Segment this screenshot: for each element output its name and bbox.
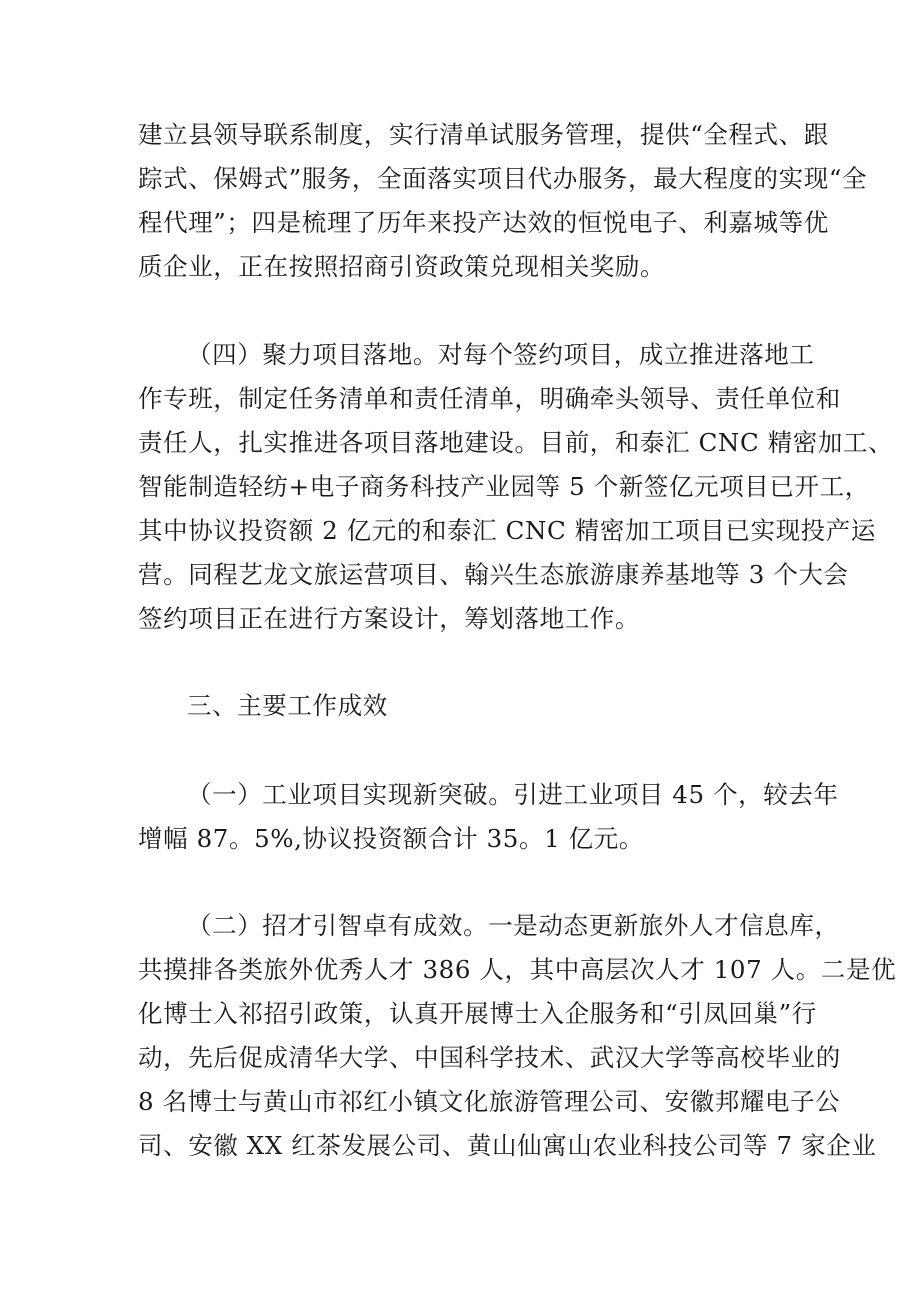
body-text-line: 化博士入祁招引政策，认真开展博士入企服务和“引凤回巢”行 (138, 999, 817, 1028)
body-text-line: 责任人，扎实推进各项目落地建设。目前，和泰汇 CNC 精密加工、 (138, 428, 894, 457)
body-text-line: 共摸排各类旅外优秀人才 386 人，其中高层次人才 107 人。二是优 (138, 955, 897, 984)
body-text-line: 司、安徽 XX 红茶发展公司、黄山仙寓山农业科技公司等 7 家企业 (138, 1131, 877, 1160)
body-text-line: 8 名博士与黄山市祁红小镇文化旅游管理公司、安徽邦耀电子公 (138, 1087, 841, 1116)
body-text-line: 程代理”；四是梳理了历年来投产达效的恒悦电子、利嘉城等优 (138, 208, 829, 237)
body-text-line: 签约项目正在进行方案设计，筹划落地工作。 (138, 604, 640, 633)
section-heading: 三、主要工作成效 (187, 691, 388, 720)
body-text-line: 增幅 87。5%,协议投资额合计 35。1 亿元。 (138, 824, 644, 853)
body-text-line: 建立县领导联系制度，实行清单试服务管理，提供“全程式、跟 (138, 120, 829, 149)
body-text-line: 踪式、保姆式”服务，全面落实项目代办服务，最大程度的实现“全 (138, 164, 868, 193)
section-four-heading-line: （四）聚力项目落地。对每个签约项目，成立推进落地工 (187, 340, 815, 369)
body-text-line: 动，先后促成清华大学、中国科学技术、武汉大学等高校毕业的 (138, 1043, 841, 1072)
body-text-line: 质企业，正在按照招商引资政策兑现相关奖励。 (138, 252, 666, 281)
subsection-two-heading-line: （二）招才引智卓有成效。一是动态更新旅外人才信息库， (187, 911, 840, 940)
body-text-line: 营。同程艺龙文旅运营项目、翰兴生态旅游康养基地等 3 个大会 (138, 560, 849, 589)
body-text-line: 作专班，制定任务清单和责任清单，明确牵头领导、责任单位和 (138, 384, 841, 413)
body-text-line: 智能制造轻纺+电子商务科技产业园等 5 个新签亿元项目已开工， (138, 472, 870, 501)
body-text-line: 其中协议投资额 2 亿元的和泰汇 CNC 精密加工项目已实现投产运 (138, 516, 876, 545)
subsection-one-heading-line: （一）工业项目实现新突破。引进工业项目 45 个，较去年 (187, 780, 839, 809)
